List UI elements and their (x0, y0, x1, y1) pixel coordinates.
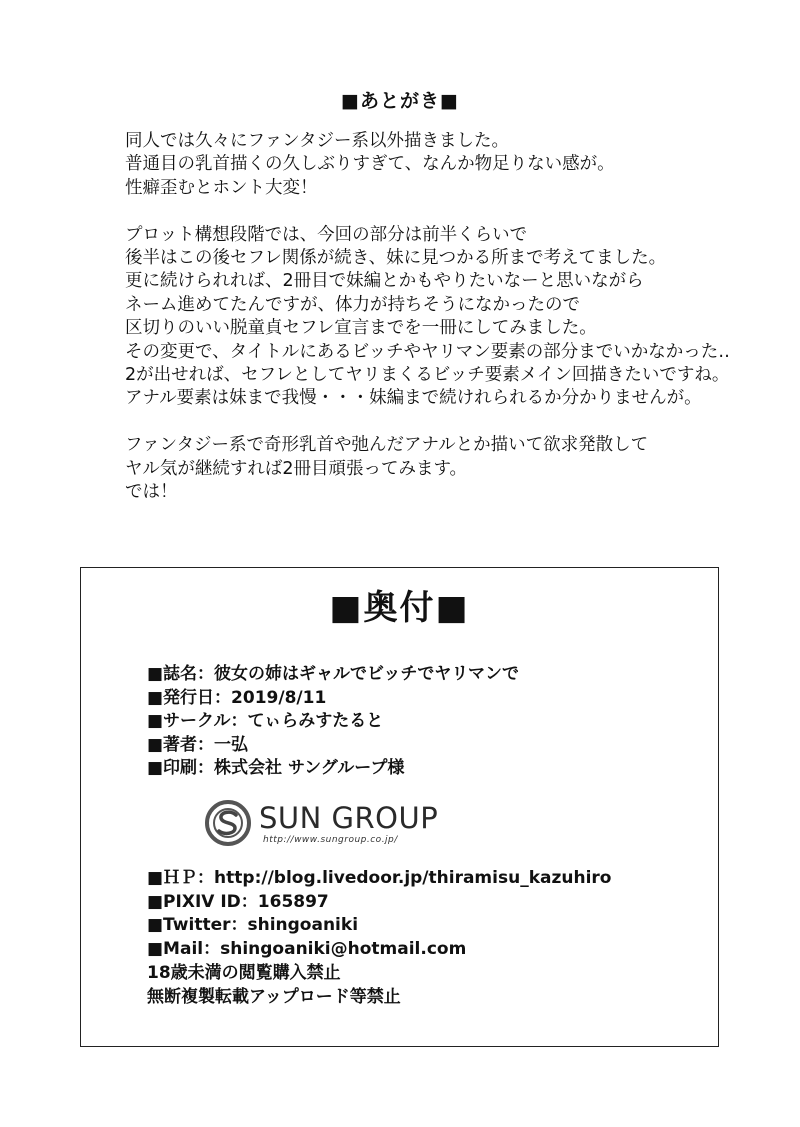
afterword-line: プロット構想段階では、今回の部分は前半くらいで (125, 224, 528, 245)
colophon-heading: ■奥付■ (329, 588, 470, 628)
afterword-paragraph (125, 130, 765, 200)
contact-row-pixiv: ■PIXIV ID：165897 (147, 891, 329, 912)
contact-row-twitter: ■Twitter：shingoaniki (147, 915, 359, 936)
printer-logo (203, 798, 463, 848)
info-row-date: ■発行日：2019/8/11 (147, 687, 327, 708)
afterword-paragraph (125, 434, 765, 504)
info-row-title: ■誌名：彼女の姉はギャルでビッチでヤリマンで (147, 664, 520, 684)
contact-row-mail: ■Mail：shingoaniki@hotmail.com (147, 939, 467, 960)
afterword-body (125, 130, 765, 504)
afterword-line: 後半はこの後セフレ関係が続き、妹に見つかる所まで考えてました。 (125, 248, 667, 269)
afterword-heading: ■あとがき■ (341, 90, 459, 112)
logo-wordmark: SUN GROUP (259, 801, 439, 835)
colophon-box (80, 567, 719, 1047)
afterword-line: アナル要素は妹まで我慢・・・妹編まで続けれられるか分かりませんが。 (125, 388, 702, 409)
sun-group-logo-icon (203, 798, 253, 848)
notice-age-restriction: 18歳未満の閲覧購入禁止 (147, 962, 341, 983)
afterword-line: では！ (125, 482, 178, 503)
afterword-paragraph (125, 224, 765, 411)
afterword-line: ヤル気が継続すれば2冊目頑張ってみます。 (125, 458, 468, 479)
afterword-line: 性癖歪むとホント大変！ (125, 177, 318, 198)
afterword-line: ファンタジー系で奇形乳首や弛んだアナルとか描いて欲求発散して (125, 435, 649, 456)
afterword-line: ネーム進めてたんですが、体力が持ちそうになかったので (125, 294, 580, 315)
info-row-circle: ■サークル：てぃらみすたると (147, 711, 384, 731)
notice-no-reproduction: 無断複製転載アップロード等禁止 (147, 986, 401, 1007)
afterword-line: 2が出せれば、セフレとしてヤリまくるビッチ要素メイン回描きたいですね。 (125, 365, 730, 386)
logo-url: http://www.sungroup.co.jp/ (263, 835, 398, 845)
contact-info (147, 867, 707, 1009)
info-row-author: ■著者：一弘 (147, 734, 249, 755)
publication-info (147, 663, 707, 781)
afterword-line: 普通目の乳首描くの久しぶりすぎて、なんか物足りない感が。 (125, 154, 615, 175)
afterword-line: 同人では久々にファンタジー系以外描きました。 (125, 131, 509, 151)
contact-row-homepage: ■ＨＰ：http://blog.livedoor.jp/thiramisu_kazuhiro (147, 868, 612, 888)
info-row-printer: ■印刷：株式会社 サングループ様 (147, 758, 405, 778)
afterword-line: 更に続けられれば、2冊目で妹編とかもやりたいなーと思いながら (125, 271, 644, 292)
afterword-line: 区切りのいい脱童貞セフレ宣言までを一冊にしてみました。 (125, 318, 597, 339)
afterword-line: その変更で、タイトルにあるビッチやヤリマン要素の部分までいかなかった‥ (125, 341, 730, 362)
